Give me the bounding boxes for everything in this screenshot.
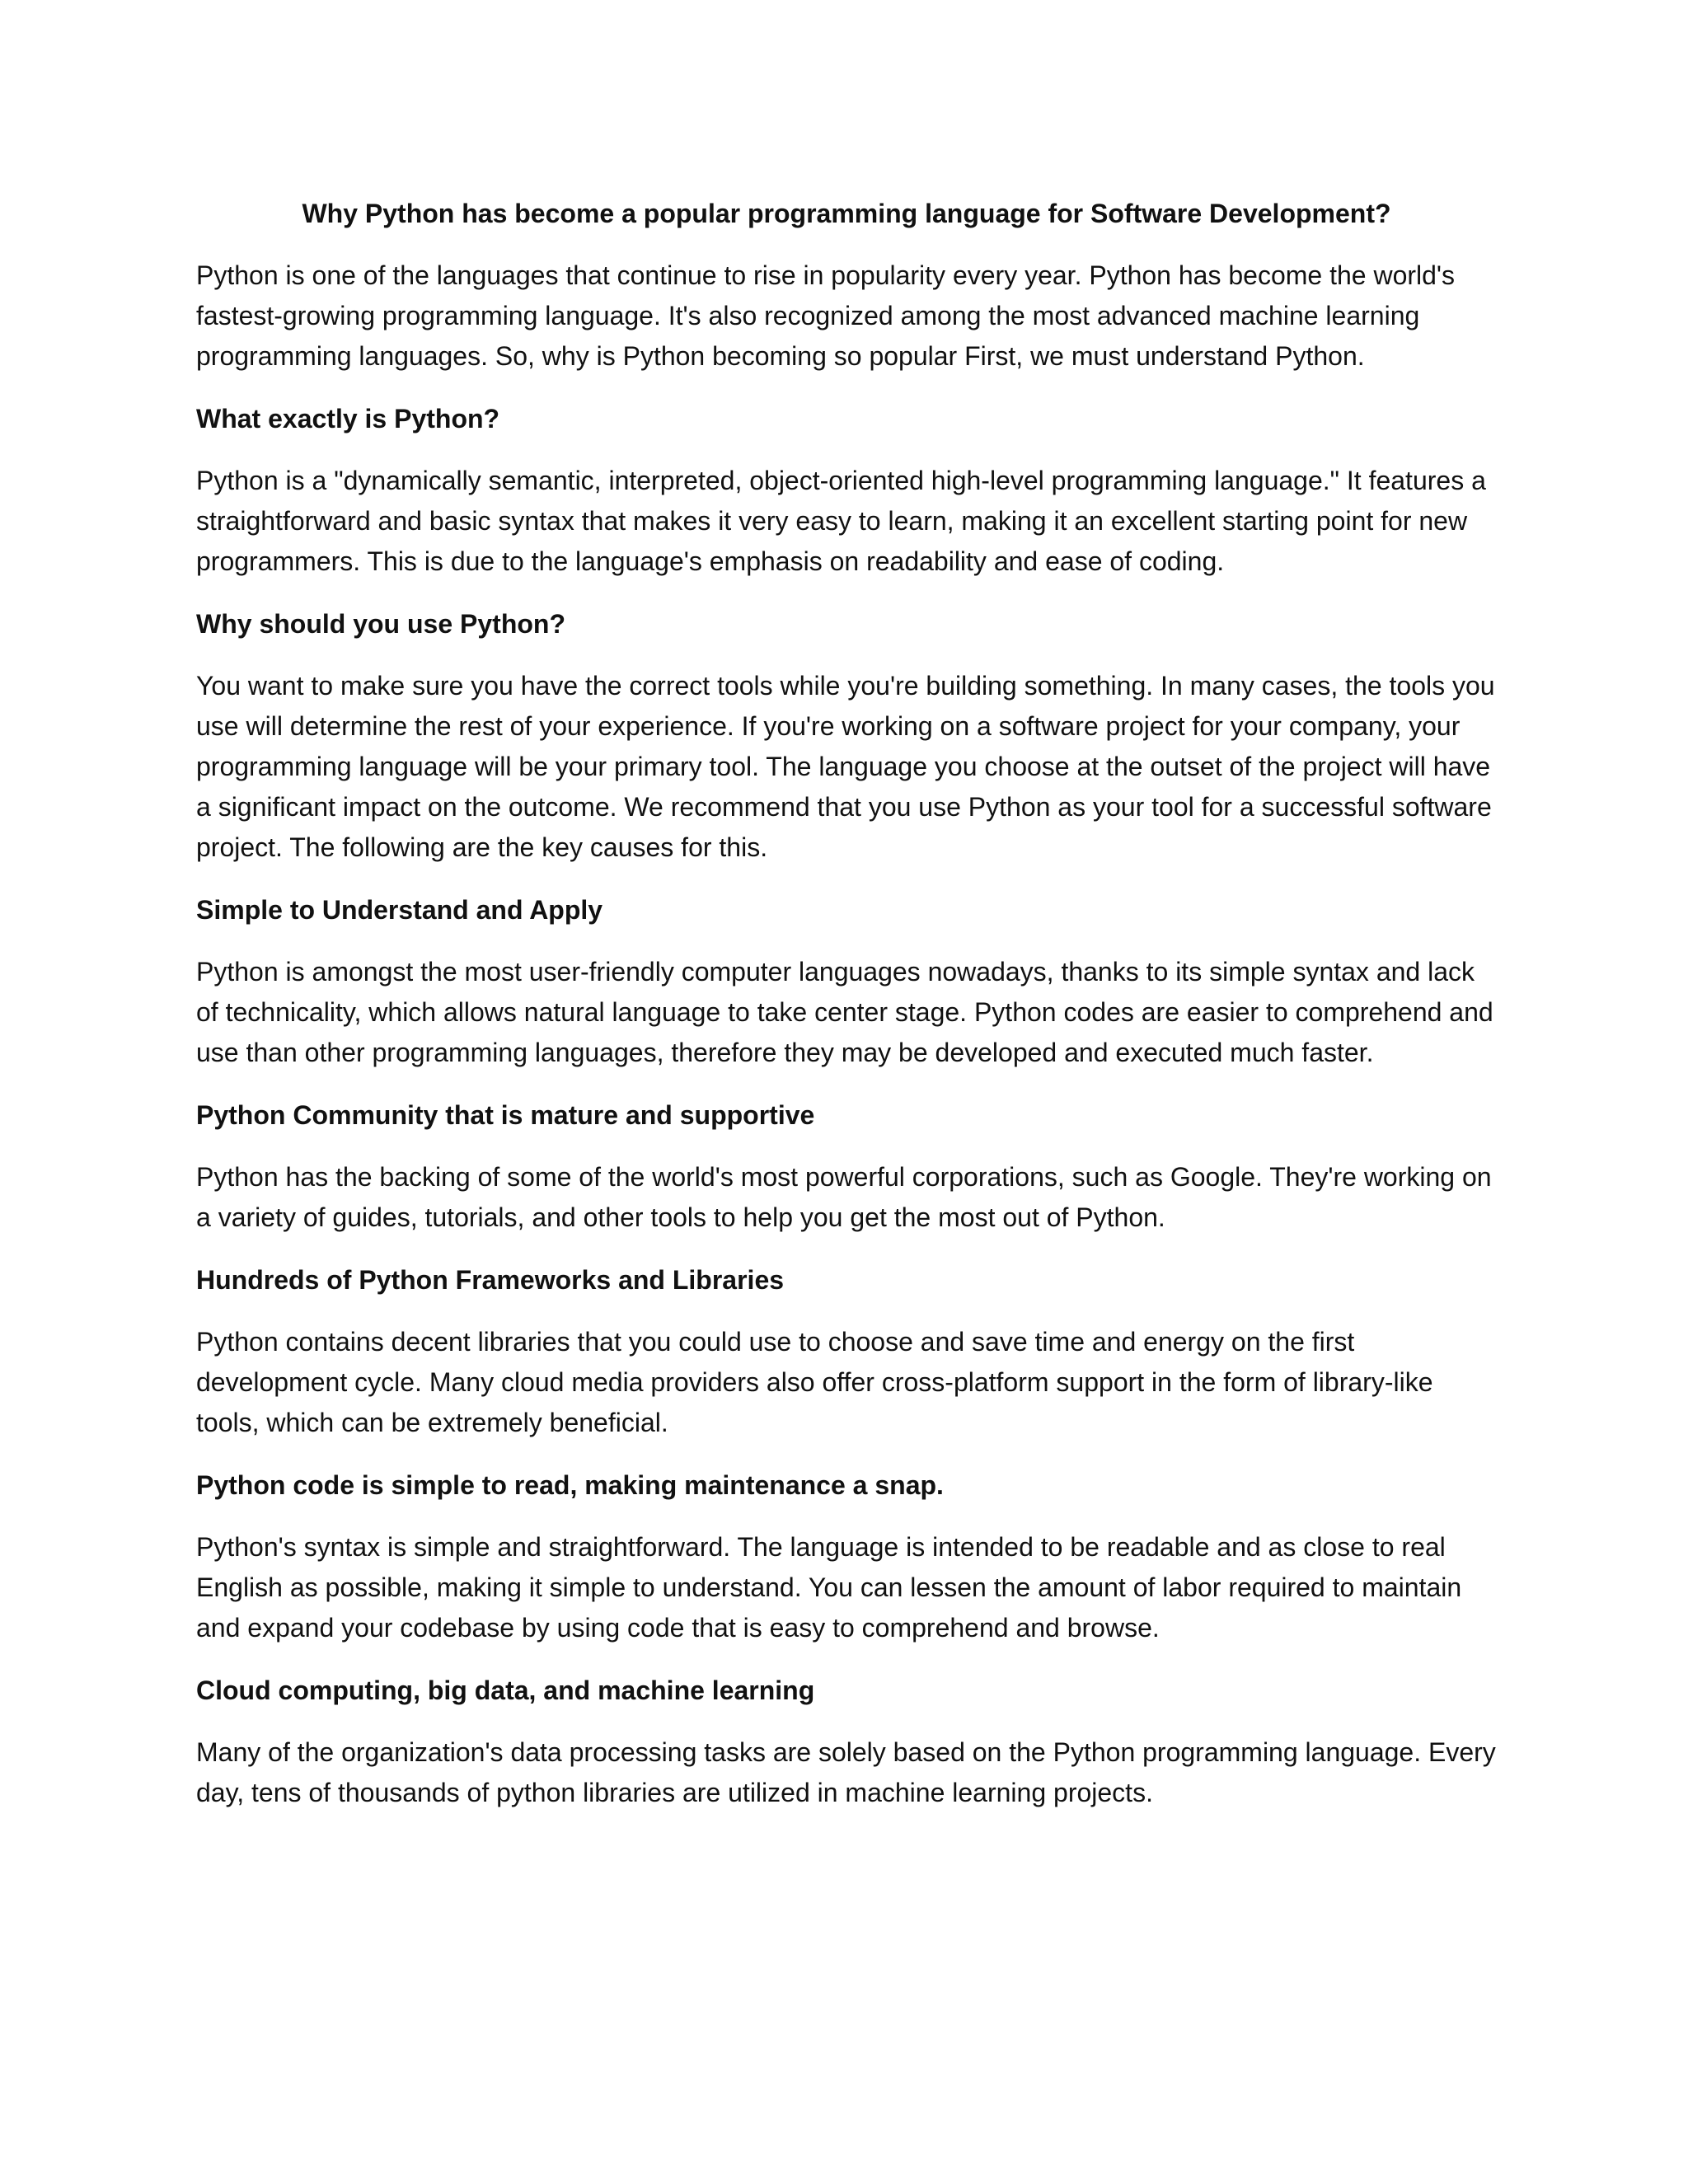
section-heading: Cloud computing, big data, and machine learning: [196, 1675, 815, 1705]
section-heading: Python code is simple to read, making maintenance a snap.: [196, 1470, 944, 1500]
section-paragraph: Python is amongst the most user-friendly computer languages nowadays, thanks to its simple syntax and lack of technicality, which allows natural language to take center stage. Python codes are easier to comprehend and use than other programming languages, therefore they may be developed and executed much faster.: [196, 957, 1493, 1067]
section-frameworks-libraries: [196, 1263, 1497, 1443]
section-heading: Python Community that is mature and supportive: [196, 1100, 815, 1130]
section-readability-maintenance: [196, 1468, 1497, 1648]
section-heading: Why should you use Python?: [196, 609, 565, 639]
section-heading: Hundreds of Python Frameworks and Libraries: [196, 1265, 785, 1295]
section-paragraph: Python's syntax is simple and straightforward. The language is intended to be readable and as close to real English as possible, making it simple to understand. You can lessen the amount of labor required to maintain and expand your codebase by using code that is easy to comprehend and browse.: [196, 1532, 1462, 1643]
section-simple-to-understand: [196, 893, 1497, 1073]
section-paragraph: Python has the backing of some of the world's most powerful corporations, such as Google. They're working on a variety of guides, tutorials, and other tools to help you get the most out of Python.: [196, 1162, 1492, 1232]
section-heading: What exactly is Python?: [196, 404, 500, 434]
section-what-is-python: [196, 401, 1497, 582]
section-paragraph: Python contains decent libraries that you could use to choose and save time and energy on the first development cycle. Many cloud media providers also offer cross-platform support in the form of library-like tools, which can be extremely beneficial.: [196, 1327, 1433, 1437]
section-why-use-python: [196, 607, 1497, 868]
section-heading: Simple to Understand and Apply: [196, 895, 603, 925]
document-content: [196, 196, 1497, 1838]
document-title: Why Python has become a popular programming language for Software Development?: [302, 199, 1391, 228]
intro-paragraph: Python is one of the languages that continue to rise in popularity every year. Python has become the world's fastest-growing programming language. It's also recognized among the most advanced machine learning programming languages. So, why is Python becoming so popular First, we must understand Python.: [196, 260, 1456, 371]
section-cloud-big-data-ml: [196, 1673, 1497, 1813]
section-paragraph: You want to make sure you have the correct tools while you're building something. In many cases, the tools you use will determine the rest of your experience. If you're working on a software project for your company, your programming language will be your primary tool. The language you choose at the outset of the project will have a significant impact on the outcome. We recommend that you use Python as your tool for a successful software project. The following are the key causes for this.: [196, 671, 1495, 862]
section-paragraph: Many of the organization's data processing tasks are solely based on the Python programming language. Every day, tens of thousands of python libraries are utilized in machine learning projects.: [196, 1737, 1496, 1807]
section-community: [196, 1098, 1497, 1238]
section-paragraph: Python is a "dynamically semantic, interpreted, object-oriented high-level programming language." It features a straightforward and basic syntax that makes it very easy to learn, making it an excellent starting point for new programmers. This is due to the language's emphasis on readability and ease of coding.: [196, 466, 1486, 576]
